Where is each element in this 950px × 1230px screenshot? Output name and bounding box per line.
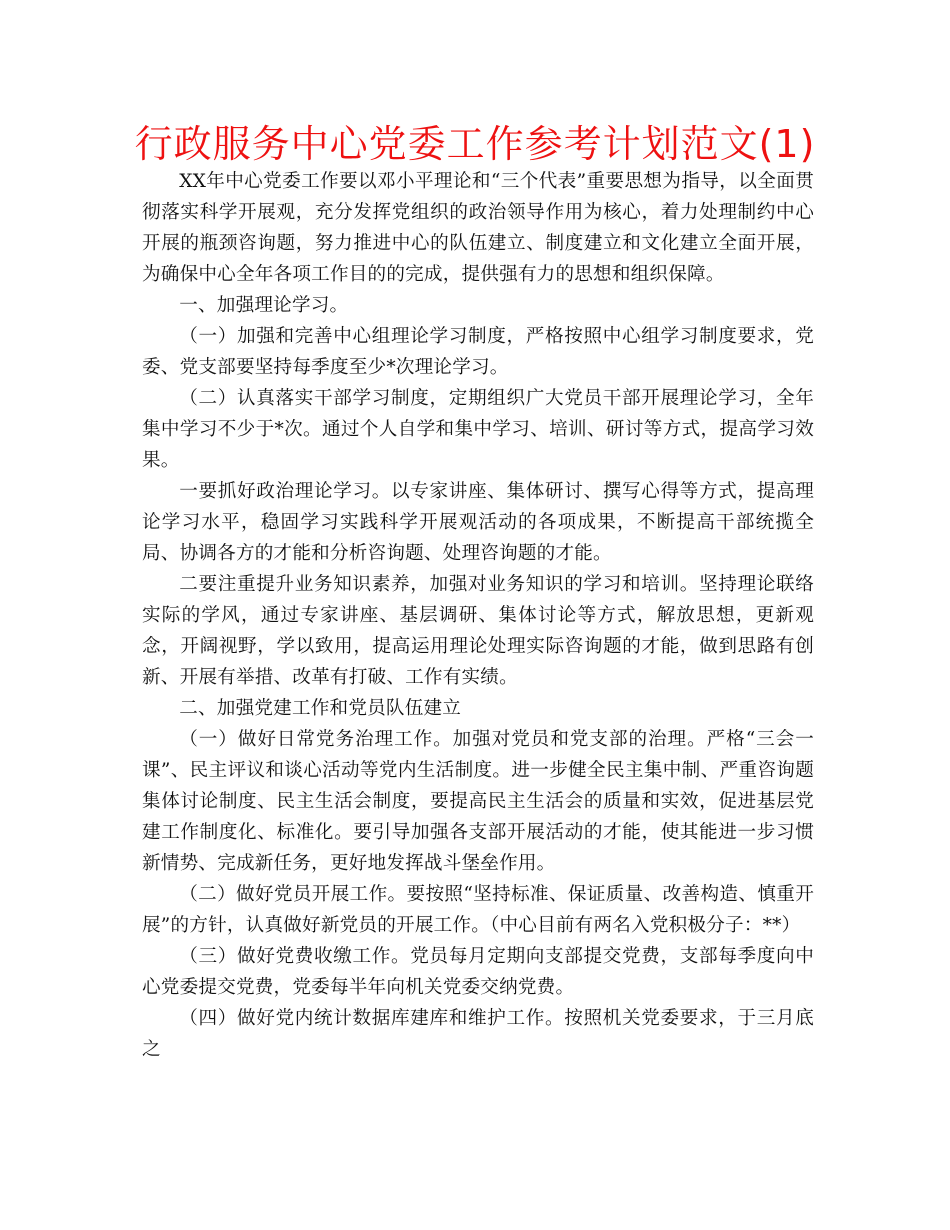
paragraph: （一）做好日常党务治理工作。加强对党员和党支部的治理。严格“三会一课”、民主评议和谈心活动等党内生活制度。进一步健全民主集中制、严重咨询题集体讨论制度、民主生活会制度，要提高民主生活会的质量和实效，促进基层党建工作制度化、标准化。要引导加强各支部开展活动的才能，使其能进一步习惯新情势、完成新任务，更好地发挥战斗堡垒作用。 <box>142 729 814 874</box>
paragraph: （二）认真落实干部学习制度，定期组织广大党员干部开展理论学习，全年集中学习不少于*次。通过个人自学和集中学习、培训、研讨等方式，提高学习效果。 <box>142 388 814 471</box>
paragraph: （二）做好党员开展工作。要按照“坚持标准、保证质量、改善构造、慎重开展”的方针，认真做好新党员的开展工作。（中心目前有两名入党积极分子：**） <box>142 884 814 936</box>
paragraph: （一）加强和完善中心组理论学习制度，严格按照中心组学习制度要求，党委、党支部要坚持每季度至少*次理论学习。 <box>142 326 814 378</box>
section-heading: 一、加强理论学习。 <box>179 295 349 316</box>
paragraph: （三）做好党费收缴工作。党员每月定期向支部提交党费，支部每季度向中心党委提交党费，党委每半年向机关党委交纳党费。 <box>142 946 814 998</box>
section-heading: 二、加强党建工作和党员队伍建立 <box>179 698 462 719</box>
document-body <box>142 166 814 1065</box>
document-title: 行政服务中心党委工作参考计划范文(1) <box>134 122 816 166</box>
paragraph: XX年中心党委工作要以邓小平理论和“三个代表”重要思想为指导，以全面贯彻落实科学开展观，充分发挥党组织的政治领导作用为核心，着力处理制约中心开展的瓶颈咨询题，努力推进中心的队伍建立、制度建立和文化建立全面开展，为确保中心全年各项工作目的的完成，提供强有力的思想和组织保障。 <box>142 171 814 285</box>
paragraph: 二要注重提升业务知识素养，加强对业务知识的学习和培训。坚持理论联络实际的学风，通过专家讲座、基层调研、集体讨论等方式，解放思想，更新观念，开阔视野，学以致用，提高运用理论处理实际咨询题的才能，做到思路有创新、开展有举措、改革有打破、工作有实绩。 <box>142 574 814 688</box>
paragraph: （四）做好党内统计数据库建库和维护工作。按照机关党委要求，于三月底之 <box>142 1008 814 1060</box>
paragraph: 一要抓好政治理论学习。以专家讲座、集体研讨、撰写心得等方式，提高理论学习水平，稳固学习实践科学开展观活动的各项成果，不断提高干部统揽全局、协调各方的才能和分析咨询题、处理咨询题的才能。 <box>142 481 814 564</box>
